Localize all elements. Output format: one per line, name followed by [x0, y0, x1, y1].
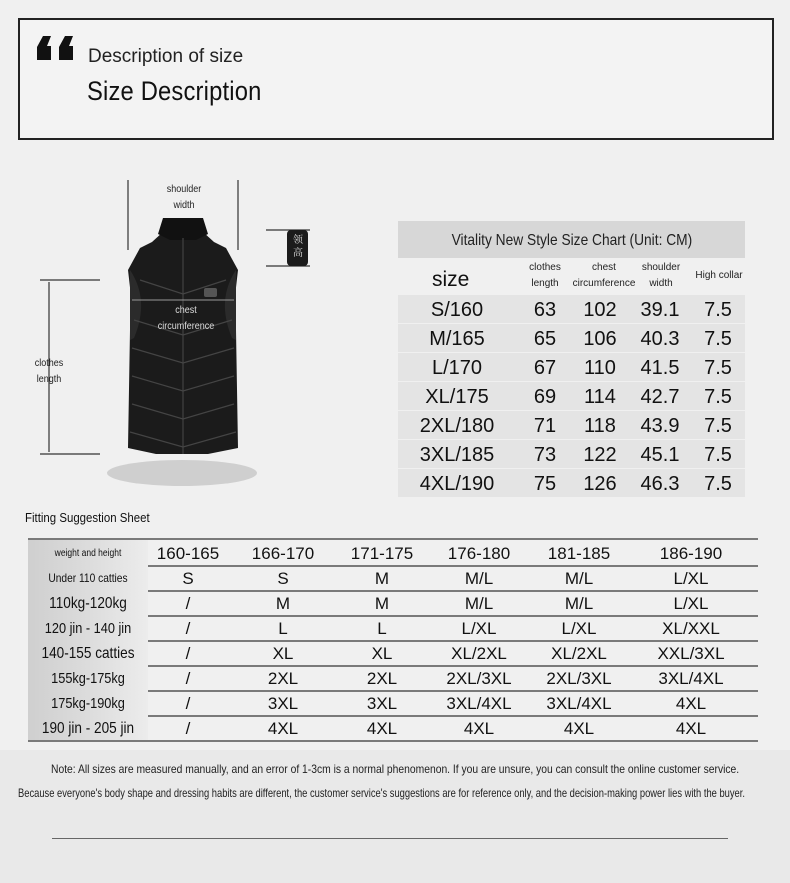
- fitting-cell: XL/XXL: [662, 619, 720, 638]
- size-cell-length: 69: [533, 386, 557, 408]
- fitting-cell: 4XL: [366, 719, 398, 738]
- fitting-row-label-text: 120 jin - 140 jin: [44, 620, 132, 637]
- fitting-cell: L/XL: [673, 569, 709, 588]
- size-cell-size: L/170: [431, 357, 483, 379]
- size-row: [398, 469, 745, 497]
- size-cell-shoulder: 42.7: [640, 386, 680, 408]
- fitting-cell: M/L: [564, 594, 594, 613]
- size-chart-title-text: Vitality New Style Size Chart (Unit: CM): [451, 232, 692, 249]
- fitting-cell: S: [182, 569, 194, 588]
- fitting-row-label: [28, 640, 148, 665]
- fitting-row-label-text: 190 jin - 205 jin: [41, 720, 135, 737]
- size-cell-size: 3XL/185: [419, 444, 495, 466]
- fitting-cell: XL/2XL: [451, 644, 507, 663]
- fitting-cell: 171-175: [350, 544, 414, 563]
- col-head-length: [520, 260, 570, 292]
- header-title: Size Description: [87, 76, 262, 106]
- fitting-cell: L/XL: [461, 619, 497, 638]
- fitting-cell: XL: [371, 644, 393, 663]
- size-row: [398, 295, 745, 323]
- fitting-cell: 2XL/3XL: [446, 669, 512, 688]
- size-cell-length: 63: [533, 299, 557, 321]
- length-label-line1: clothes: [34, 358, 64, 369]
- col-head-collar: [690, 268, 748, 284]
- fitting-cell: M: [374, 569, 390, 588]
- size-cell-shoulder: 39.1: [640, 299, 680, 321]
- fitting-cell: 4XL: [675, 719, 707, 738]
- fitting-row-label: [28, 615, 148, 640]
- fitting-row: [28, 615, 758, 642]
- bottom-divider: [52, 838, 728, 839]
- size-cell-chest: 118: [584, 415, 616, 437]
- fitting-row-label-text: 175kg-190kg: [51, 695, 125, 712]
- fitting-cell: 4XL: [675, 694, 707, 713]
- size-cell-length: 71: [533, 415, 557, 437]
- fitting-cell: 181-185: [547, 544, 611, 563]
- size-cell-chest: 114: [584, 386, 616, 408]
- note-reference: Because everyone's body shape and dressing habits are different, the customer service's suggestions are for reference only, and the decision-making power lies with the buyer.: [18, 786, 745, 800]
- size-chart-title: [398, 221, 745, 258]
- fitting-row-label: [28, 590, 148, 615]
- fitting-cell: /: [185, 644, 191, 663]
- size-cell-length: 75: [533, 473, 557, 495]
- fitting-cell: XL/2XL: [551, 644, 607, 663]
- col-head-length-2: length: [531, 278, 559, 289]
- fitting-cell: 3XL: [366, 694, 398, 713]
- fitting-cell: 2XL/3XL: [546, 669, 612, 688]
- size-cell-chest: 126: [583, 473, 617, 495]
- fitting-row-label-text: 110kg-120kg: [49, 595, 127, 612]
- size-cell-length: 65: [533, 328, 557, 350]
- shoulder-label-line2: width: [173, 200, 195, 211]
- fitting-row-label: [28, 665, 148, 690]
- size-cell-shoulder: 45.1: [640, 444, 680, 466]
- size-cell-shoulder: 46.3: [640, 473, 680, 495]
- fitting-cell: /: [185, 694, 191, 713]
- fitting-cell: 3XL/4XL: [546, 694, 612, 713]
- fitting-cell: 3XL/4XL: [446, 694, 512, 713]
- fitting-cell: XXL/3XL: [657, 644, 725, 663]
- fitting-cell: L/XL: [673, 594, 709, 613]
- fitting-cell: 4XL: [267, 719, 299, 738]
- size-cell-collar: 7.5: [704, 473, 732, 495]
- fitting-row-label-text: Under 110 catties: [48, 571, 128, 585]
- fitting-row-label: [28, 690, 148, 715]
- fitting-cell: 176-180: [447, 544, 511, 563]
- fitting-cell: 166-170: [251, 544, 315, 563]
- size-cell-collar: 7.5: [704, 299, 732, 321]
- fitting-cell: /: [185, 719, 191, 738]
- size-cell-length: 73: [533, 444, 557, 466]
- size-cell-size: XL/175: [425, 386, 489, 408]
- size-cell-size: 4XL/190: [419, 473, 495, 495]
- collar-glyphs: 领高: [293, 235, 303, 259]
- header-box: [18, 18, 774, 140]
- size-cell-size: 2XL/180: [419, 415, 495, 437]
- fitting-cell: 186-190: [659, 544, 723, 563]
- chest-label-line2: circumference: [157, 321, 215, 332]
- size-row: [398, 411, 745, 439]
- fitting-cell: M/L: [464, 594, 494, 613]
- size-cell-shoulder: 41.5: [640, 357, 680, 379]
- fitting-row-label-text: 140-155 catties: [41, 645, 135, 662]
- col-head-collar-1: High collar: [695, 270, 743, 281]
- chest-label: [152, 303, 220, 335]
- size-cell-size: S/160: [430, 299, 484, 321]
- size-cell-shoulder: 43.9: [640, 415, 680, 437]
- col-head-chest: [568, 260, 640, 292]
- fitting-cell: 2XL: [366, 669, 398, 688]
- size-cell-collar: 7.5: [704, 328, 732, 350]
- col-head-chest-2: circumference: [572, 278, 636, 289]
- col-head-shoulder: [636, 260, 686, 292]
- size-row: [398, 382, 745, 410]
- size-cell-chest: 122: [583, 444, 617, 466]
- col-head-chest-1: chest: [592, 262, 616, 273]
- fitting-row-label: [28, 540, 148, 565]
- col-head-shoulder-2: width: [649, 278, 673, 289]
- fitting-row: [28, 715, 758, 742]
- fitting-cell: /: [185, 669, 191, 688]
- fitting-cell: 3XL: [267, 694, 299, 713]
- fitting-cell: M/L: [564, 569, 594, 588]
- fitting-cell: 2XL: [267, 669, 299, 688]
- fitting-cell: /: [185, 619, 191, 638]
- fitting-cell: S: [277, 569, 289, 588]
- fitting-cell: M: [275, 594, 291, 613]
- fitting-cell: XL: [272, 644, 294, 663]
- shoulder-label-line1: shoulder: [166, 184, 202, 195]
- shoulder-width-label: [161, 182, 208, 214]
- size-cell-shoulder: 40.3: [640, 328, 680, 350]
- size-cell-chest: 106: [583, 328, 617, 350]
- fitting-cell: 3XL/4XL: [658, 669, 724, 688]
- fitting-row-label: [28, 565, 148, 590]
- size-row: [398, 324, 745, 352]
- vest-diagram: [0, 170, 390, 500]
- note-measure: Note: All sizes are measured manually, and an error of 1-3cm is a normal phenomenon. If you are unsure, you can consult the online customer service.: [51, 762, 740, 776]
- quote-icon: [35, 34, 77, 62]
- chest-label-line1: chest: [175, 305, 197, 316]
- fitting-row: [28, 665, 758, 692]
- col-head-shoulder-1: shoulder: [641, 262, 681, 273]
- size-row: [398, 440, 745, 468]
- size-cell-collar: 7.5: [704, 444, 732, 466]
- fitting-cell: L: [278, 619, 288, 638]
- size-row: [398, 353, 745, 381]
- fitting-cell: 4XL: [563, 719, 595, 738]
- fitting-row-label-text: weight and height: [54, 548, 122, 559]
- header-subtitle: Description of size: [88, 46, 244, 67]
- fitting-row: [28, 590, 758, 617]
- size-cell-chest: 102: [583, 299, 617, 321]
- size-column-header: size: [432, 268, 470, 291]
- fitting-cell: L: [377, 619, 387, 638]
- fitting-row: [28, 565, 758, 592]
- fitting-row: [28, 690, 758, 717]
- length-label-line2: length: [36, 374, 62, 385]
- clothes-length-label: [28, 356, 69, 388]
- fitting-cell: 4XL: [463, 719, 495, 738]
- size-cell-chest: 110: [584, 357, 616, 379]
- size-cell-length: 67: [533, 357, 557, 379]
- size-cell-collar: 7.5: [704, 386, 732, 408]
- col-head-length-1: clothes: [529, 262, 561, 273]
- fitting-row-label: [28, 715, 148, 740]
- fitting-cell: 160-165: [156, 544, 220, 563]
- vest-image: [0, 170, 390, 500]
- fitting-title: Fitting Suggestion Sheet: [25, 510, 150, 525]
- fitting-row: [28, 640, 758, 667]
- fitting-cell: L/XL: [561, 619, 597, 638]
- fitting-header-row: [28, 538, 758, 567]
- fitting-cell: M/L: [464, 569, 494, 588]
- size-cell-collar: 7.5: [704, 415, 732, 437]
- fitting-cell: M: [374, 594, 390, 613]
- size-cell-size: M/165: [429, 328, 485, 350]
- fitting-cell: /: [185, 594, 191, 613]
- size-cell-collar: 7.5: [704, 357, 732, 379]
- fitting-row-label-text: 155kg-175kg: [51, 670, 125, 687]
